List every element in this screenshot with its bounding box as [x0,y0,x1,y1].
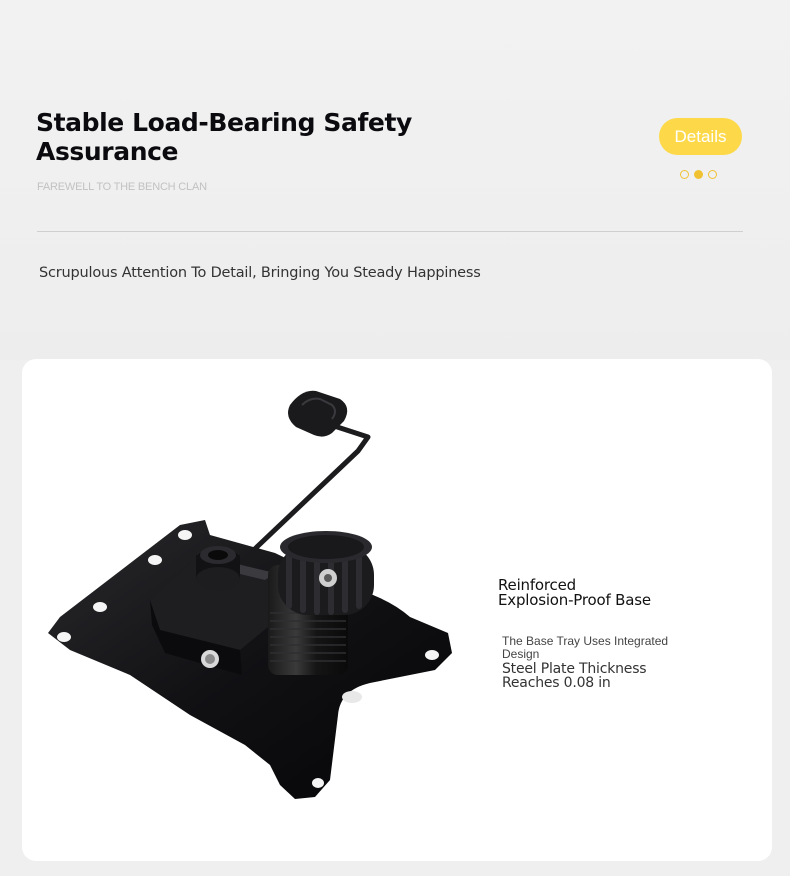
feature-title [498,578,728,608]
details-button[interactable]: Details [659,118,742,155]
feature-title-line1: Reinforced [498,576,576,594]
tagline: Scrupulous Attention To Detail, Bringing You Steady Happiness [39,265,481,281]
feature-description: The Base Tray Uses Integrated Design [502,634,669,661]
carousel-dots [680,170,717,179]
carousel-dot[interactable] [680,170,689,179]
chair-mechanism-image [40,385,460,805]
carousel-dot-active[interactable] [694,170,703,179]
divider [37,231,743,232]
page-title: Stable Load-Bearing Safety Assurance [36,108,412,166]
page-subtitle: FAREWELL TO THE BENCH CLAN [37,181,207,193]
feature-title-line2: Explosion-Proof Base [498,591,651,609]
carousel-dot[interactable] [708,170,717,179]
hero-section [0,0,790,360]
feature-spec: Steel Plate Thickness Reaches 0.08 in [502,661,647,691]
